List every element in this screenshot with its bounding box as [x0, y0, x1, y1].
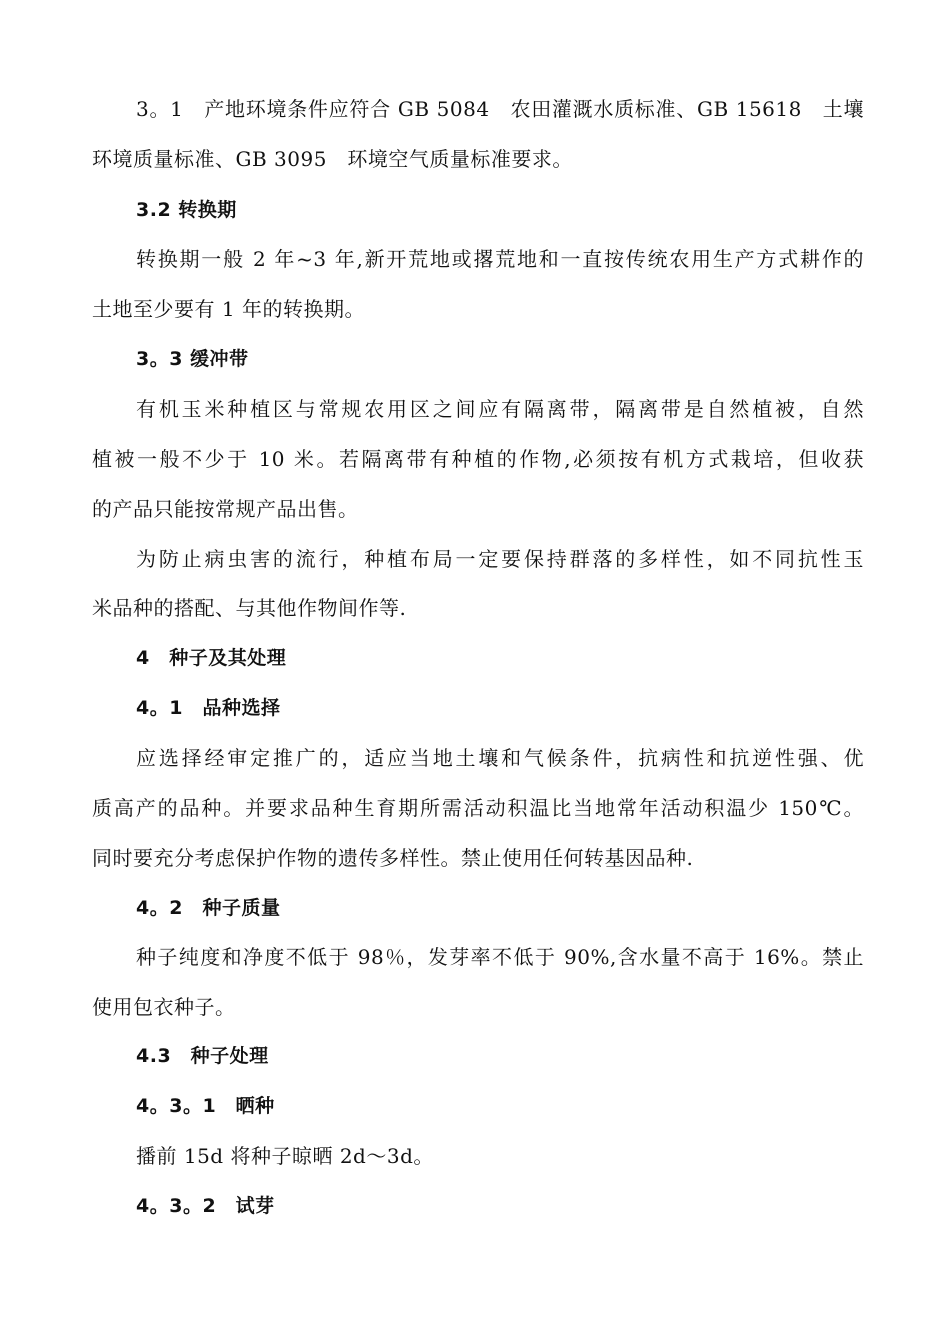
heading-4-1: 4。1 品种选择 [136, 697, 281, 719]
para-4-2-line-2: 使用包衣种子。 [92, 995, 236, 1019]
para-3-3-line-1: 有机玉米种植区与常规农用区之间应有隔离带，隔离带是自然植被，自然 [136, 397, 864, 421]
para-3-1-line-1: 3。1 产地环境条件应符合 GB 5084 农田灌溉水质标准、GB 15618 土壤 [136, 97, 864, 121]
heading-4: 4 种子及其处理 [136, 647, 287, 669]
para-4-3-1-line-1: 播前 15d 将种子晾晒 2d～3d。 [136, 1144, 434, 1168]
heading-4-3-2: 4。3。2 试芽 [136, 1195, 275, 1217]
heading-3-2: 3.2 转换期 [136, 199, 237, 221]
para-3-3b-line-2: 米品种的搭配、与其他作物间作等. [92, 596, 407, 620]
heading-3-3: 3。3 缓冲带 [136, 348, 249, 370]
para-4-1-line-2: 质高产的品种。并要求品种生育期所需活动积温比当地常年活动积温少 150℃。 [92, 796, 864, 820]
heading-4-2: 4。2 种子质量 [136, 897, 281, 919]
para-4-1-line-3: 同时要充分考虑保护作物的遗传多样性。禁止使用任何转基因品种. [92, 846, 694, 870]
para-4-2-line-1: 种子纯度和净度不低于 98％，发芽率不低于 90%,含水量不高于 16%。禁止 [136, 945, 864, 969]
para-3-2-line-2: 土地至少要有 1 年的转换期。 [92, 297, 365, 321]
para-3-1-line-2: 环境质量标准、GB 3095 环境空气质量标准要求。 [92, 147, 573, 171]
heading-4-3: 4.3 种子处理 [136, 1045, 269, 1067]
para-3-3-line-3: 的产品只能按常规产品出售。 [92, 497, 359, 521]
para-3-3-line-2: 植被一般不少于 10 米。若隔离带有种植的作物,必须按有机方式栽培，但收获 [92, 447, 864, 471]
para-3-3b-line-1: 为防止病虫害的流行，种植布局一定要保持群落的多样性，如不同抗性玉 [136, 547, 864, 571]
heading-4-3-1: 4。3。1 晒种 [136, 1095, 275, 1117]
para-3-2-line-1: 转换期一般 2 年~3 年,新开荒地或撂荒地和一直按传统农用生产方式耕作的 [136, 247, 864, 271]
para-4-1-line-1: 应选择经审定推广的，适应当地土壤和气候条件，抗病性和抗逆性强、优 [136, 746, 864, 770]
